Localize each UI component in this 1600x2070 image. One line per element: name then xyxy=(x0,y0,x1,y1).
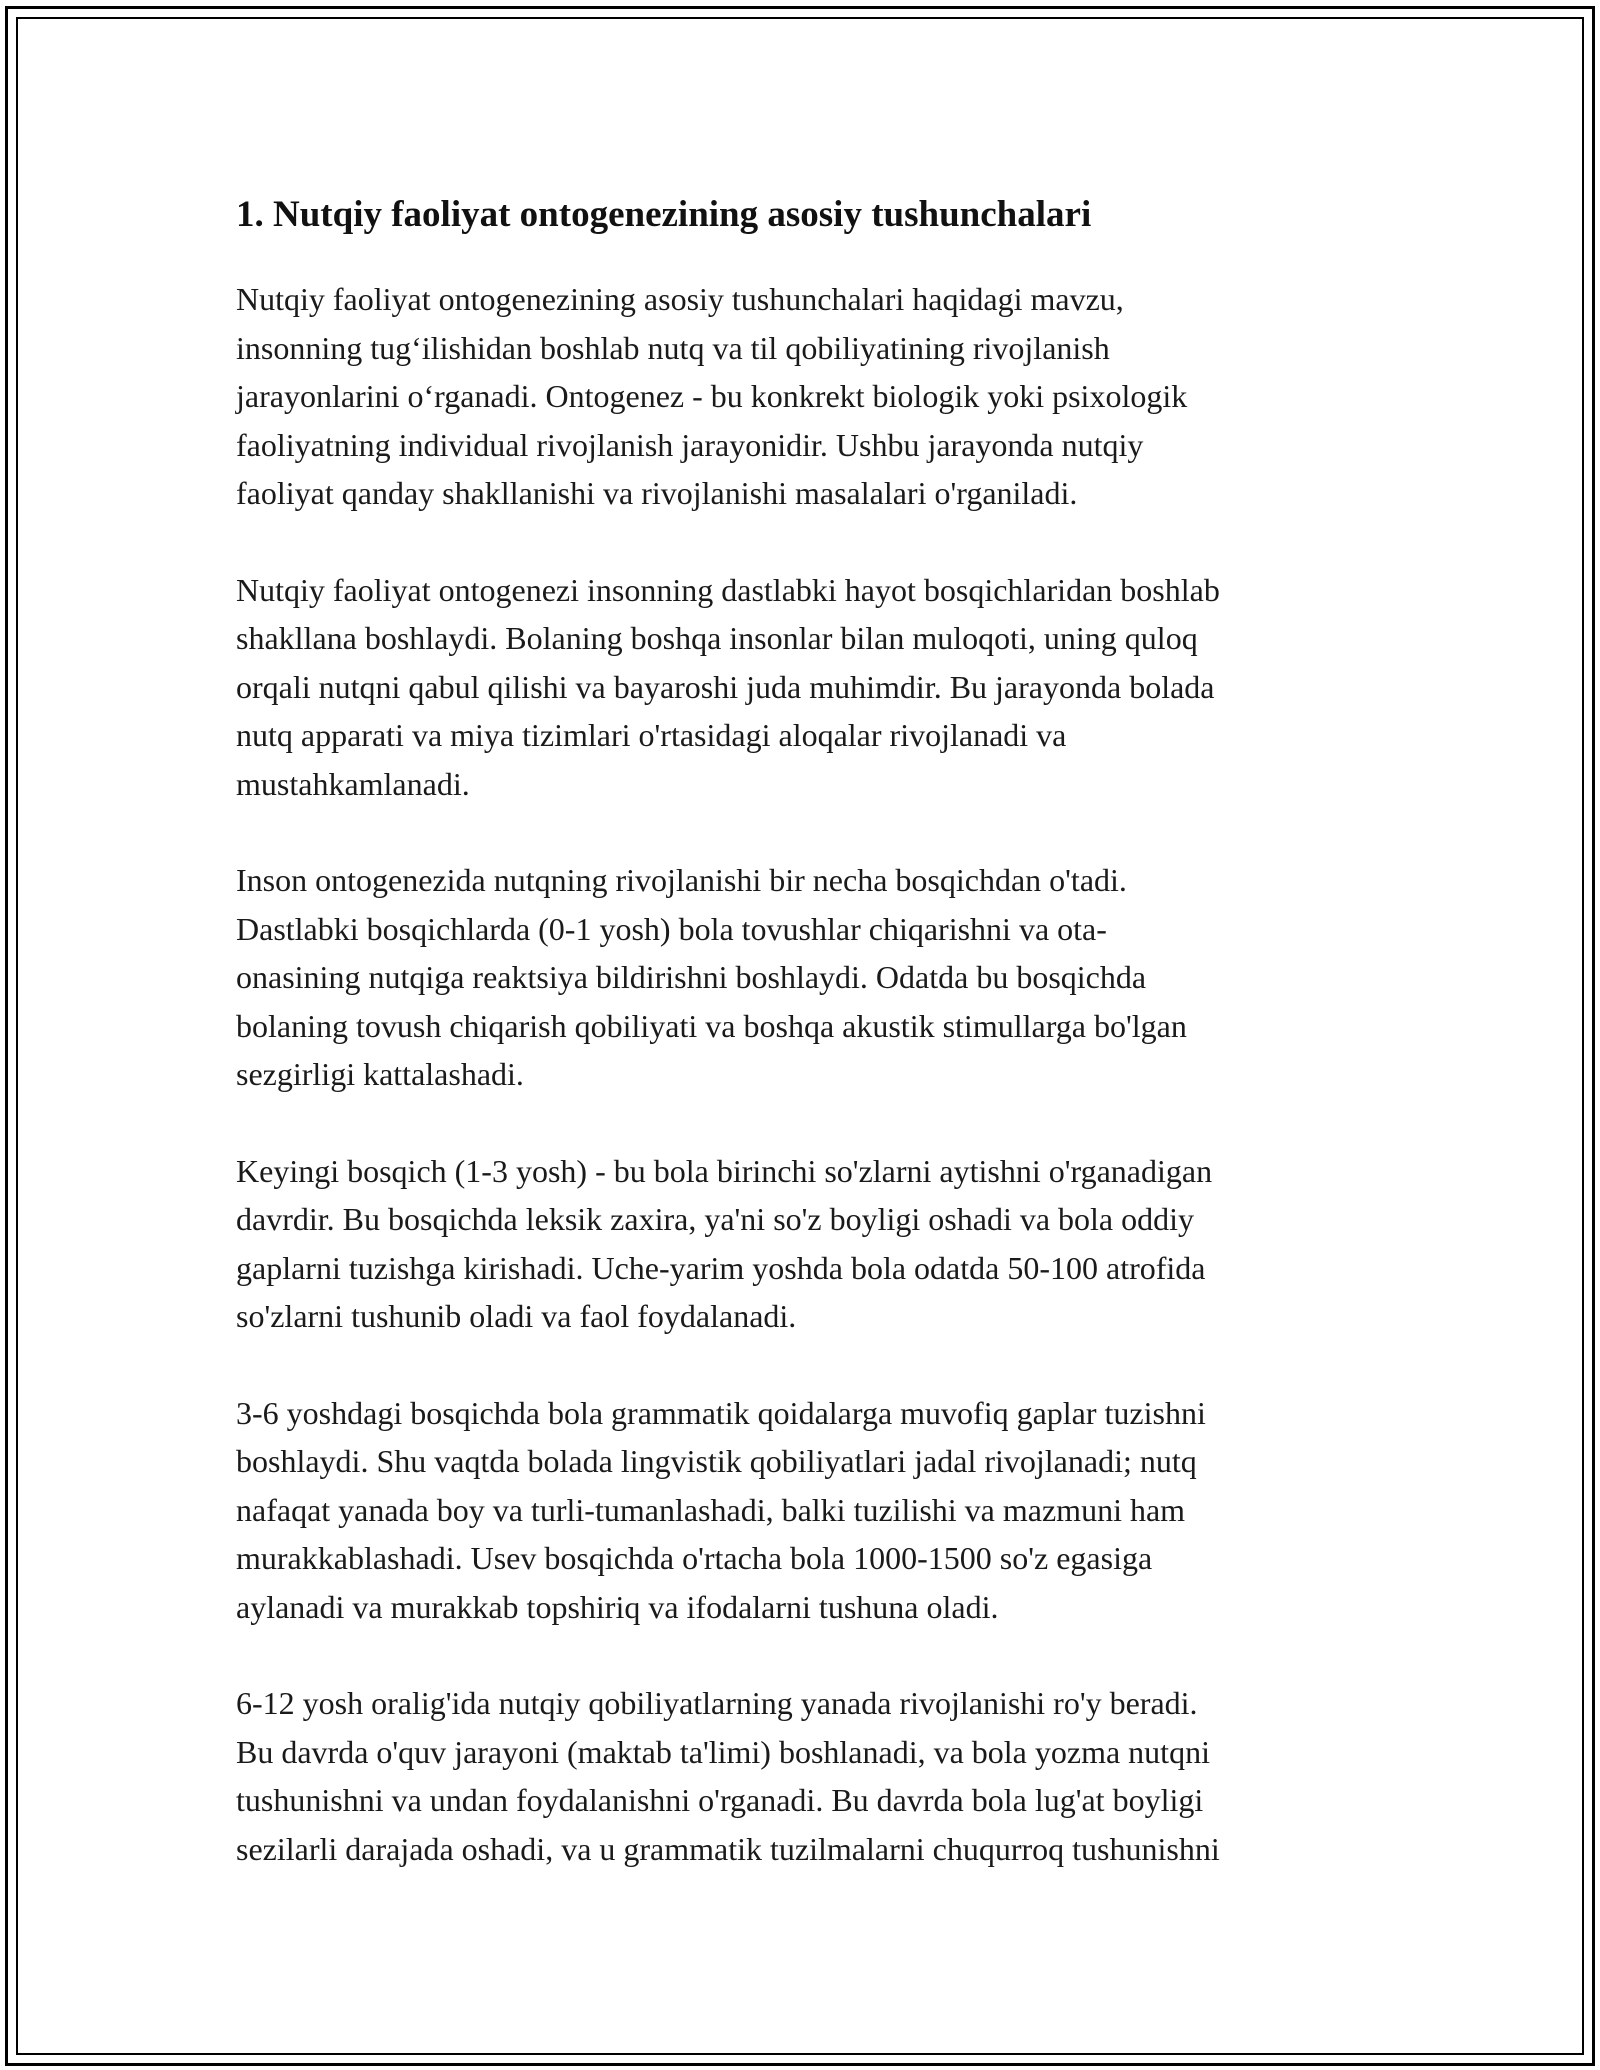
text-line: faoliyat qanday shakllanishi va rivojlanishi masalalari o'rganiladi. xyxy=(236,475,1078,511)
text-line: murakkablashadi. Usev bosqichda o'rtacha bola 1000-1500 so'z egasiga xyxy=(236,1540,1153,1576)
paragraph-4 xyxy=(236,1147,1396,1341)
text-line: Inson ontogenezida nutqning rivojlanishi bir necha bosqichdan o'tadi. xyxy=(236,862,1127,898)
text-line: 3-6 yoshdagi bosqichda bola grammatik qoidalarga muvofiq gaplar tuzishni xyxy=(236,1394,1206,1431)
text-line: jarayonlarini o‘rganadi. Ontogenez - bu konkrekt biologik yoki psixologik xyxy=(236,378,1188,414)
text-line: Bu davrda o'quv jarayoni (maktab ta'limi) boshlanadi, va bola yozma nutqni xyxy=(236,1733,1210,1770)
text-line: sezgirligi kattalashadi. xyxy=(236,1056,524,1092)
text-line: mustahkamlanadi. xyxy=(236,765,470,802)
paragraph-2 xyxy=(236,566,1396,809)
text-line: nafaqat yanada boy va turli-tumanlashadi, balki tuzilishi va mazmuni ham xyxy=(236,1491,1186,1528)
text-line: so'zlarni tushunib oladi va faol foydalanadi. xyxy=(236,1298,797,1334)
text-line: insonning tug‘ilishidan boshlab nutq va til qobiliyatining rivojlanish xyxy=(236,329,1110,366)
text-line: davrdir. Bu bosqichda leksik zaxira, ya'ni so'z boyligi oshadi va bola oddiy xyxy=(236,1201,1195,1237)
text-line: sezilarli darajada oshadi, va u grammatik tuzilmalarni chuqurroq tushunishni xyxy=(236,1830,1220,1867)
document-body xyxy=(236,183,1396,1921)
text-line: tushunishni va undan foydalanishni o'rganadi. Bu davrda bola lug'at boyligi xyxy=(236,1782,1204,1818)
section-heading: 1. Nutqiy faoliyat ontogenezining asosiy tushunchalari xyxy=(236,194,1092,235)
paragraph-1 xyxy=(236,275,1396,518)
text-line: gaplarni tuzishga kirishadi. Uche-yarim yoshda bola odatda 50-100 atrofida xyxy=(236,1249,1206,1286)
text-line: bolaning tovush chiqarish qobiliyati va boshqa akustik stimullarga bo'lgan xyxy=(236,1007,1187,1044)
text-line: aylanadi va murakkab topshiriq va ifodalarni tushuna oladi. xyxy=(236,1588,999,1625)
text-line: 6-12 yosh oralig'ida nutqiy qobiliyatlarning yanada rivojlanishi ro'y beradi. xyxy=(236,1685,1198,1721)
text-line: Keyingi bosqich (1-3 yosh) - bu bola birinchi so'zlarni aytishni o'rganadigan xyxy=(236,1152,1213,1189)
paragraph-3 xyxy=(236,856,1396,1099)
paragraph-6 xyxy=(236,1679,1396,1873)
text-line: Dastlabki bosqichlarda (0-1 yosh) bola tovushlar chiqarishni va ota- xyxy=(236,910,1107,947)
text-line: boshlaydi. Shu vaqtda bolada lingvistik qobiliyatlari jadal rivojlanadi; nutq xyxy=(236,1443,1197,1479)
text-line: faoliyatning individual rivojlanish jarayonidir. Ushbu jarayonda nutqiy xyxy=(236,426,1144,463)
text-line: onasining nutqiga reaktsiya bildirishni boshlaydi. Odatda bu bosqichda xyxy=(236,959,1147,995)
text-line: Nutqiy faoliyat ontogenezining asosiy tushunchalari haqidagi mavzu, xyxy=(236,281,1124,317)
text-line: shakllana boshlaydi. Bolaning boshqa insonlar bilan muloqoti, uning quloq xyxy=(236,620,1198,656)
text-line: Nutqiy faoliyat ontogenezi insonning dastlabki hayot bosqichlaridan boshlab xyxy=(236,571,1220,608)
paragraph-5 xyxy=(236,1389,1396,1632)
text-line: nutq apparati va miya tizimlari o'rtasidagi aloqalar rivojlanadi va xyxy=(236,717,1067,753)
text-line: orqali nutqni qabul qilishi va bayaroshi juda muhimdir. Bu jarayonda bolada xyxy=(236,668,1215,705)
